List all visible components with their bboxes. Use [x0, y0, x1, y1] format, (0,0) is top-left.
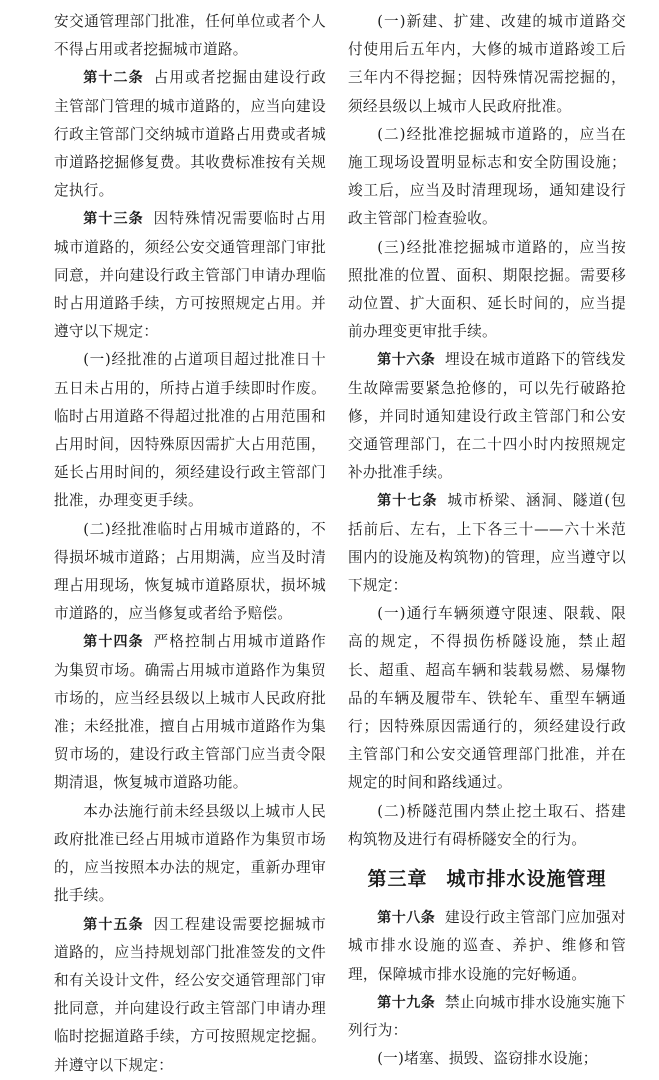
article-paragraph [348, 989, 626, 1045]
article-number: 第十三条 [83, 211, 144, 228]
text-paragraph [54, 798, 326, 911]
right-column [348, 8, 626, 1073]
article-number: 第十七条 [377, 493, 438, 510]
article-number: 第十二条 [83, 70, 144, 87]
article-paragraph [348, 346, 626, 487]
article-number: 第十八条 [377, 910, 436, 927]
article-paragraph [54, 64, 326, 205]
article-number: 第十四条 [83, 634, 144, 651]
chapter-heading [348, 864, 626, 894]
article-number: 第十九条 [377, 994, 436, 1011]
paragraph-text: 本办法施行前未经县级以上城市人民政府批准已经占用城市道路作为集贸市场的，应当按照本办法的规定，重新办理审批手续。 [54, 802, 326, 905]
article-number: 第十六条 [377, 352, 436, 369]
paragraph-text: (三)经批准挖掘城市道路的，应当按照批准的位置、面积、期限挖掘。需要移动位置、扩大面积、延长时间的，应当提前办理变更审批手续。 [348, 238, 626, 341]
text-paragraph [348, 1045, 626, 1073]
paragraph-text: (一)通行车辆须遵守限速、限载、限高的规定，不得损伤桥隧设施，禁止超长、超重、超高车辆和装载易燃、易爆物品的车辆及履带车、铁轮车、重型车辆通行；因特殊原因需通行的，须经建设行政主管部门和公安交通管理部门批准，并在规定的时间和路线通过。 [348, 605, 626, 792]
paragraph-text: (一)新建、扩建、改建的城市道路交付使用后五年内，大修的城市道路竣工后三年内不得挖掘；因特殊情况需挖掘的，须经县级以上城市人民政府批准。 [348, 13, 626, 115]
text-paragraph [54, 346, 326, 515]
text-paragraph [348, 234, 626, 347]
chapter-title: 城市排水设施管理 [446, 868, 607, 891]
paragraph-text: 严格控制占用城市道路作为集贸市场。确需占用城市道路作为集贸市场的，应当经县级以上城市人民政府批准；未经批准，擅自占用城市道路作为集贸市场的，建设行政主管部门应当责令限期清退，恢复城市道路功能。 [54, 633, 326, 792]
paragraph-text: 建设行政主管部门应加强对城市排水设施的巡查、养护、维修和管理，保障城市排水设施的完好畅通。 [348, 909, 626, 983]
text-paragraph [348, 8, 626, 121]
paragraph-text: (二)经批准临时占用城市道路的，不得损坏城市道路；占用期满，应当及时清理占用现场，恢复城市道路原状，损坏城市道路的，应当修复或者给予赔偿。 [54, 520, 326, 623]
paragraph-text: 埋设在城市道路下的管线发生故障需要紧急抢修的，可以先行破路抢修，并同时通知建设行政主管部门和公安交通管理部门，在二十四小时内按照规定补办批准手续。 [348, 351, 626, 482]
paragraph-text: (二)经批准挖掘城市道路的，应当在施工现场设置明显标志和安全防围设施；竣工后，应当及时清理现场，通知建设行政主管部门检查验收。 [348, 125, 626, 228]
paragraph-text: (一)经批准的占道项目超过批准日十五日未占用的，所持占道手续即时作废。临时占用道路不得超过批准的占用范围和占用时间，因特殊原因需扩大占用范围，延长占用时间的，须经建设行政主管部门批准，办理变更手续。 [54, 351, 326, 510]
paragraph-text: 安交通管理部门批准，任何单位或者个人不得占用或者挖掘城市道路。 [54, 13, 326, 59]
text-paragraph [54, 516, 326, 629]
paragraph-text: 因工程建设需要挖掘城市道路的，应当持规划部门批准签发的文件和有关设计文件，经公安交通管理部门审批同意，并向建设行政主管部门申请办理临时挖掘道路手续，方可按照规定挖掘。并遵守以下规定： [54, 915, 326, 1074]
article-paragraph [348, 487, 626, 600]
paragraph-text: 占用或者挖掘由建设行政主管部门管理的城市道路的，应当向建设行政主管部门交纳城市道路占用费或者城市道路挖掘修复费。其收费标准按有关规定执行。 [54, 69, 326, 200]
article-paragraph [54, 205, 326, 346]
paragraph-text: 城市桥梁、涵洞、隧道(包括前后、左右，上下各三十——六十米范围内的设施及构筑物)的管理，应当遵守以下规定： [348, 492, 627, 595]
paragraph-text: (一)堵塞、损毁、盗窃排水设施； [377, 1050, 598, 1068]
paragraph-text: 禁止向城市排水设施实施下列行为： [348, 993, 626, 1039]
left-column [54, 8, 326, 1080]
paragraph-text: (二)桥隧范围内禁止挖土取石、搭建构筑物及进行有碍桥隧安全的行为。 [348, 802, 626, 848]
article-paragraph [54, 911, 326, 1080]
article-number: 第十五条 [83, 916, 144, 933]
paragraph-text: 因特殊情况需要临时占用城市道路的，须经公安交通管理部门审批同意，并向建设行政主管部门申请办理临时占用道路手续，方可按照规定占用。并遵守以下规定： [54, 210, 326, 341]
article-paragraph [54, 628, 326, 797]
chapter-number: 第三章 [367, 868, 428, 891]
text-paragraph [54, 8, 326, 64]
text-paragraph [348, 798, 626, 854]
text-paragraph [348, 121, 626, 234]
text-paragraph [348, 600, 626, 797]
article-paragraph [348, 904, 626, 989]
